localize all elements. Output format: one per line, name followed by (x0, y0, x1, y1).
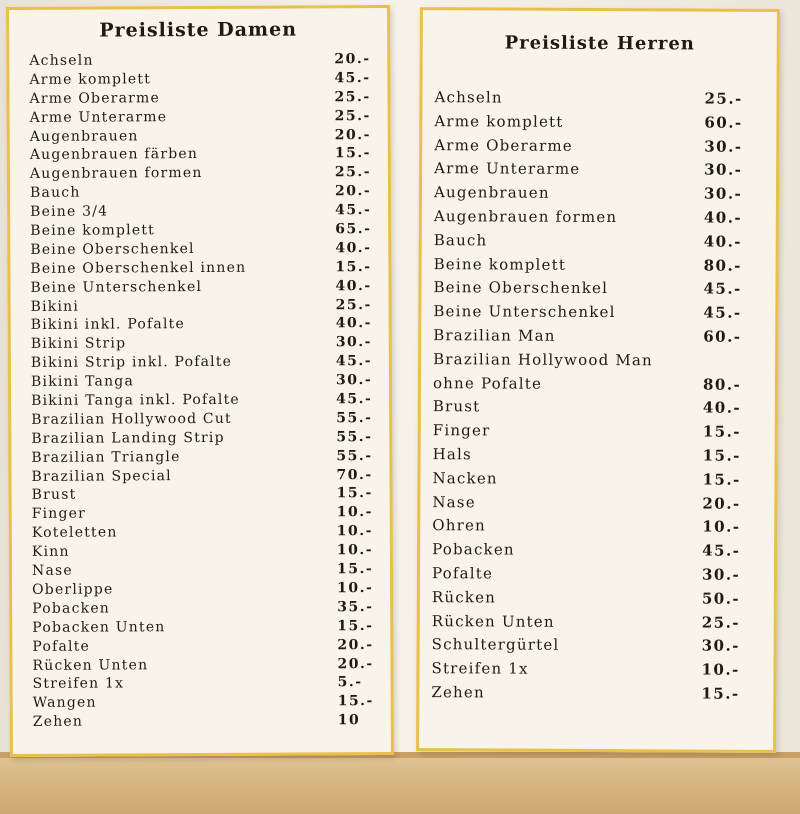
service-name: Augenbrauen (433, 183, 550, 202)
service-price: 80.- (703, 256, 742, 275)
price-row (434, 86, 764, 112)
service-price: 35.- (337, 598, 374, 616)
price-row (30, 163, 375, 184)
service-price: 40.- (703, 232, 743, 251)
service-price: 55.- (336, 410, 373, 427)
service-price: 40.- (335, 315, 372, 332)
service-name: Nacken (432, 468, 498, 488)
service-name: Beine 3/4 (30, 203, 109, 221)
price-row (433, 372, 763, 398)
service-price: 30.- (703, 184, 743, 203)
price-row (433, 300, 763, 326)
price-row (29, 50, 374, 71)
price-row (30, 201, 375, 222)
service-name: Nase (31, 562, 73, 579)
service-price: 15.- (337, 693, 374, 710)
service-price: 60.- (704, 113, 743, 132)
price-row (33, 673, 378, 694)
price-row (32, 636, 377, 657)
service-name: Koteletten (31, 524, 118, 542)
service-name: Kinn (31, 543, 70, 561)
service-price: 10.- (336, 542, 374, 559)
service-name: Hals (432, 445, 472, 464)
service-price: 25.- (701, 613, 741, 632)
price-row (434, 229, 764, 255)
service-name: Bikini inkl. Pofalte (30, 316, 185, 334)
price-row (434, 134, 764, 160)
service-name: Arme Oberarme (434, 135, 573, 155)
service-price: 15.- (336, 561, 374, 578)
service-price: 45.- (335, 353, 373, 370)
service-price: 50.- (701, 589, 741, 608)
service-name: Schultergürtel (431, 635, 560, 655)
price-row (32, 617, 377, 638)
price-row (32, 598, 377, 619)
price-row (432, 610, 762, 636)
service-name: Bikini Strip (30, 335, 127, 353)
service-price: 30.- (701, 565, 741, 584)
service-name: Streifen 1x (32, 675, 125, 693)
price-row (432, 538, 762, 564)
service-name: Bikini Tanga (30, 373, 135, 391)
service-price: 15.- (701, 684, 740, 703)
service-price: 10.- (702, 517, 741, 537)
service-price: 5.- (337, 674, 363, 691)
service-name: Bikini (30, 298, 80, 315)
service-price: 40.- (703, 208, 743, 227)
price-row (433, 348, 763, 374)
service-name: Arme komplett (434, 111, 564, 131)
service-name: Arme Oberarme (29, 89, 160, 107)
service-name: Augenbrauen formen (433, 207, 618, 227)
service-name: Bikini Strip inkl. Pofalte (30, 354, 233, 372)
service-name: Ohren (432, 516, 486, 535)
service-name: Streifen 1x (431, 659, 529, 678)
service-name: Arme Unterarme (29, 108, 168, 126)
service-name: Brazilian Hollywood Cut (31, 410, 232, 428)
price-row (431, 657, 761, 683)
price-row (433, 324, 763, 350)
service-name: Rücken Unten (32, 656, 149, 674)
price-row (31, 466, 376, 487)
service-price: 20.- (334, 126, 371, 143)
service-name: Achseln (434, 88, 503, 107)
price-row (432, 633, 762, 659)
service-name: Oberlippe (32, 581, 114, 598)
service-price: 20.- (337, 655, 374, 672)
service-name: Arme Unterarme (434, 159, 581, 179)
service-name: Finger (432, 421, 491, 440)
price-row (431, 681, 761, 707)
service-price: 45.- (335, 202, 372, 219)
service-name: Bauch (29, 184, 81, 202)
service-name: Pobacken (432, 540, 515, 559)
service-price: 40.- (702, 398, 742, 418)
price-row (32, 522, 377, 543)
price-row (32, 485, 377, 506)
price-row (31, 333, 376, 354)
service-price: 15.- (334, 145, 372, 162)
service-name: Pofalte (431, 564, 494, 583)
price-row (30, 258, 375, 279)
price-row (434, 110, 764, 136)
service-price: 10.- (336, 504, 373, 521)
service-name: Beine Unterschenkel (30, 278, 203, 296)
service-name: Finger (31, 505, 87, 523)
service-name: Arme komplett (29, 71, 152, 88)
service-name: Brazilian Man (433, 326, 556, 345)
service-price: 45.- (336, 391, 373, 408)
service-price: 45.- (702, 541, 741, 560)
service-name: Zehen (32, 713, 84, 731)
price-row (33, 692, 378, 713)
service-name: Brust (31, 487, 77, 504)
service-name: Augenbrauen färben (29, 146, 199, 164)
price-row (432, 562, 762, 588)
price-row (32, 579, 377, 600)
price-row (30, 145, 375, 166)
service-name: ohne Pofalte (432, 373, 543, 393)
price-list-herren (431, 86, 764, 706)
service-price: 30.- (704, 137, 743, 156)
price-row (434, 253, 764, 279)
service-name: Brazilian Landing Strip (31, 429, 225, 447)
service-name: Achseln (29, 52, 94, 69)
service-name: Pobacken Unten (32, 618, 166, 636)
service-name: Brazilian Hollywood Man (433, 349, 653, 370)
price-row (29, 69, 374, 90)
price-row (30, 277, 375, 298)
service-price: 20.- (702, 494, 741, 513)
service-price: 10 (337, 712, 361, 729)
card-title-damen: Preisliste Damen (99, 18, 298, 42)
service-price: 15.- (702, 470, 741, 489)
service-name: Pofalte (32, 638, 91, 655)
service-price: 20.- (334, 183, 372, 200)
wooden-shelf (0, 752, 800, 814)
service-name: Rücken Unten (431, 611, 555, 631)
service-price: 15.- (336, 485, 373, 502)
service-name: Beine Oberschenkel (30, 240, 195, 258)
service-price: 20.- (334, 51, 371, 68)
service-name: Bauch (433, 230, 488, 250)
price-row (432, 491, 762, 517)
service-price: 25.- (334, 107, 371, 124)
service-price: 60.- (703, 327, 742, 346)
service-price: 30.- (335, 334, 373, 351)
price-row (31, 447, 376, 468)
service-name: Bikini Tanga inkl. Pofalte (31, 391, 240, 409)
service-name: Beine komplett (30, 222, 156, 239)
service-price: 55.- (336, 447, 373, 464)
service-name: Brazilian Special (31, 467, 172, 485)
price-card-damen (6, 5, 394, 757)
price-row (31, 409, 376, 430)
service-price: 15.- (337, 617, 374, 635)
service-price: 55.- (336, 428, 373, 446)
price-list-damen (29, 50, 378, 732)
price-row (32, 503, 377, 524)
price-row (433, 419, 763, 445)
price-row (30, 126, 375, 147)
service-price: 15.- (702, 446, 741, 465)
service-name: Brust (432, 397, 481, 416)
service-price: 25.- (704, 89, 743, 108)
price-row (31, 371, 376, 392)
price-row (432, 586, 762, 612)
service-name: Beine Oberschenkel (433, 278, 609, 298)
price-row (31, 296, 376, 317)
service-price: 65.- (335, 221, 372, 238)
price-row (29, 88, 374, 109)
price-row (32, 655, 377, 676)
service-price: 45.- (334, 69, 371, 87)
service-name: Beine Unterschenkel (433, 302, 616, 322)
service-name: Brazilian Triangle (31, 448, 181, 466)
service-name: Pobacken (32, 600, 111, 617)
service-price: 25.- (335, 296, 372, 313)
service-price: 45.- (703, 279, 742, 299)
service-name: Augenbrauen formen (29, 165, 203, 183)
price-row (433, 443, 763, 469)
service-price: 40.- (335, 240, 372, 257)
price-row (31, 315, 376, 336)
service-price: 70.- (336, 466, 373, 483)
price-row (433, 395, 763, 421)
price-row (432, 514, 762, 540)
price-row (32, 560, 377, 581)
service-name: Augenbrauen (29, 127, 139, 145)
price-row (433, 277, 763, 303)
service-price: 40.- (335, 277, 372, 294)
service-price: 30.- (704, 160, 743, 180)
price-row (31, 390, 376, 411)
price-row (30, 182, 375, 203)
service-name: Nase (432, 492, 476, 511)
service-price: 10.- (337, 580, 374, 597)
service-name: Wangen (32, 694, 97, 712)
price-row (31, 428, 376, 449)
price-card-herren (416, 7, 780, 753)
service-price: 10.- (701, 660, 740, 679)
service-price: 45.- (703, 303, 742, 322)
service-name: Rücken (431, 587, 497, 607)
service-price: 10.- (336, 523, 374, 540)
service-price: 80.- (702, 375, 742, 394)
price-row (434, 205, 764, 231)
price-row (432, 467, 762, 493)
card-title-herren: Preisliste Herren (504, 32, 695, 55)
service-price: 30.- (335, 372, 373, 389)
service-name: Beine Oberschenkel innen (30, 259, 247, 277)
price-row (30, 107, 375, 128)
price-row (32, 541, 377, 562)
service-price: 15.- (702, 422, 742, 441)
service-price: 25.- (334, 164, 372, 181)
price-row (434, 181, 764, 207)
price-row (30, 220, 375, 241)
service-price: 20.- (337, 636, 374, 653)
price-row (434, 158, 764, 184)
price-row (30, 239, 375, 260)
service-name: Zehen (431, 683, 485, 702)
service-price: 15.- (335, 258, 372, 276)
price-row (33, 711, 378, 732)
service-price: 30.- (701, 636, 740, 656)
service-price: 25.- (334, 88, 371, 106)
service-name: Beine komplett (433, 254, 567, 274)
price-row (31, 352, 376, 373)
